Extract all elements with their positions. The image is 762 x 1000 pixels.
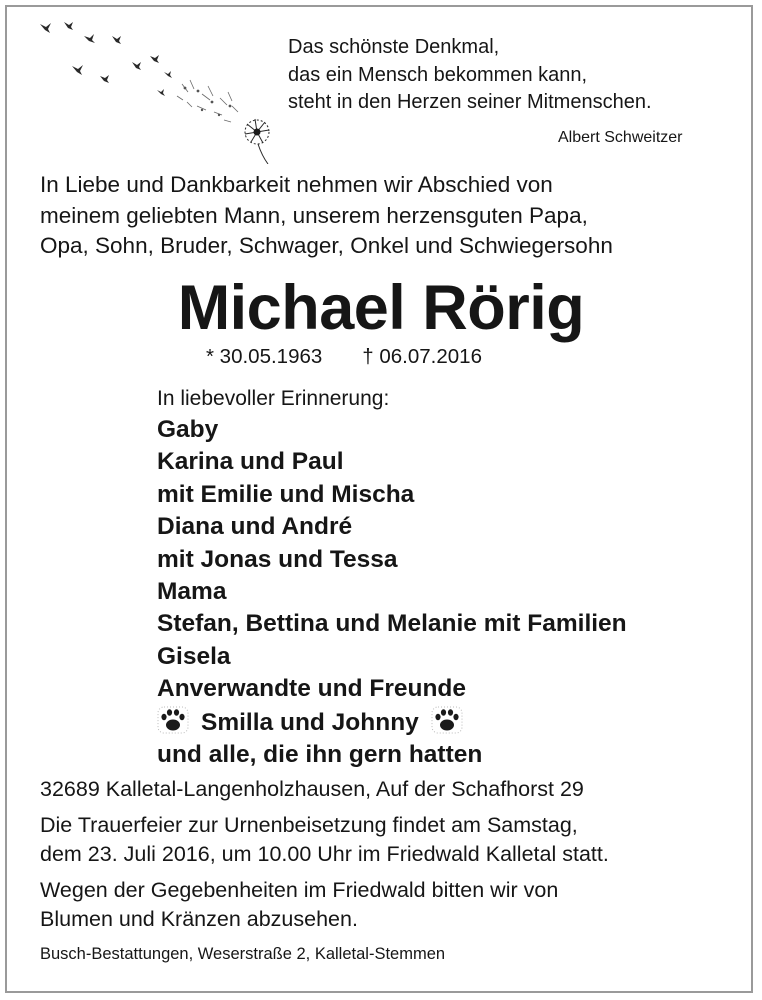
quote-line: Das schönste Denkmal, <box>288 36 500 58</box>
dandelion-birds-icon <box>32 14 292 164</box>
mourners-list <box>157 384 747 771</box>
request-line: Blumen und Kränzen abzusehen. <box>40 907 358 931</box>
quote-author: Albert Schweitzer <box>558 129 683 146</box>
deceased-name: Michael Rörig <box>177 273 585 343</box>
mourner-name: Diana und André <box>157 513 353 541</box>
request-line: Wegen der Gegebenheiten im Friedwald bitten wir von <box>40 878 559 902</box>
quote-line: steht in den Herzen seiner Mitmenschen. <box>288 91 652 113</box>
ceremony-details <box>40 775 740 934</box>
quote-line: das ein Mensch bekommen kann, <box>288 63 588 86</box>
ceremony-line: dem 23. Juli 2016, um 10.00 Uhr im Friedwald Kalletal statt. <box>40 842 609 866</box>
death-date: † 06.07.2016 <box>362 345 482 368</box>
mourner-name: Karina und Paul <box>157 448 344 476</box>
intro-line: Opa, Sohn, Bruder, Schwager, Onkel und Schwiegersohn <box>40 233 613 258</box>
mourner-name: Anverwandte und Freunde <box>157 675 467 703</box>
mourner-name: Mama <box>157 578 227 606</box>
undertaker-credit: Busch-Bestattungen, Weserstraße 2, Kalletal-Stemmen <box>40 945 446 963</box>
mourner-name: Gisela <box>157 642 231 670</box>
pets-names: Smilla und Johnny <box>201 708 419 736</box>
mourner-name: Gaby <box>157 416 219 443</box>
intro-text <box>40 170 740 262</box>
pets-line <box>157 706 747 739</box>
mourners-closing: und alle, die ihn gern hatten <box>157 741 483 769</box>
life-dates <box>206 345 482 369</box>
mourner-name: mit Jonas und Tessa <box>157 545 398 573</box>
paw-icon <box>157 706 189 734</box>
intro-line: meinem geliebten Mann, unserem herzensguten Papa, <box>40 202 588 228</box>
paw-icon <box>431 706 463 734</box>
birth-date: * 30.05.1963 <box>206 345 323 368</box>
family-address: 32689 Kalletal-Langenholzhausen, Auf der Schafhorst 29 <box>40 777 584 801</box>
mourners-heading: In liebevoller Erinnerung: <box>157 387 390 410</box>
ceremony-line: Die Trauerfeier zur Urnenbeisetzung findet am Samstag, <box>40 813 578 837</box>
intro-line: In Liebe und Dankbarkeit nehmen wir Abschied von <box>40 172 553 197</box>
mourner-name: mit Emilie und Mischa <box>157 480 415 508</box>
mourner-name: Stefan, Bettina und Melanie mit Familien <box>157 610 627 638</box>
quote-block <box>288 34 728 146</box>
